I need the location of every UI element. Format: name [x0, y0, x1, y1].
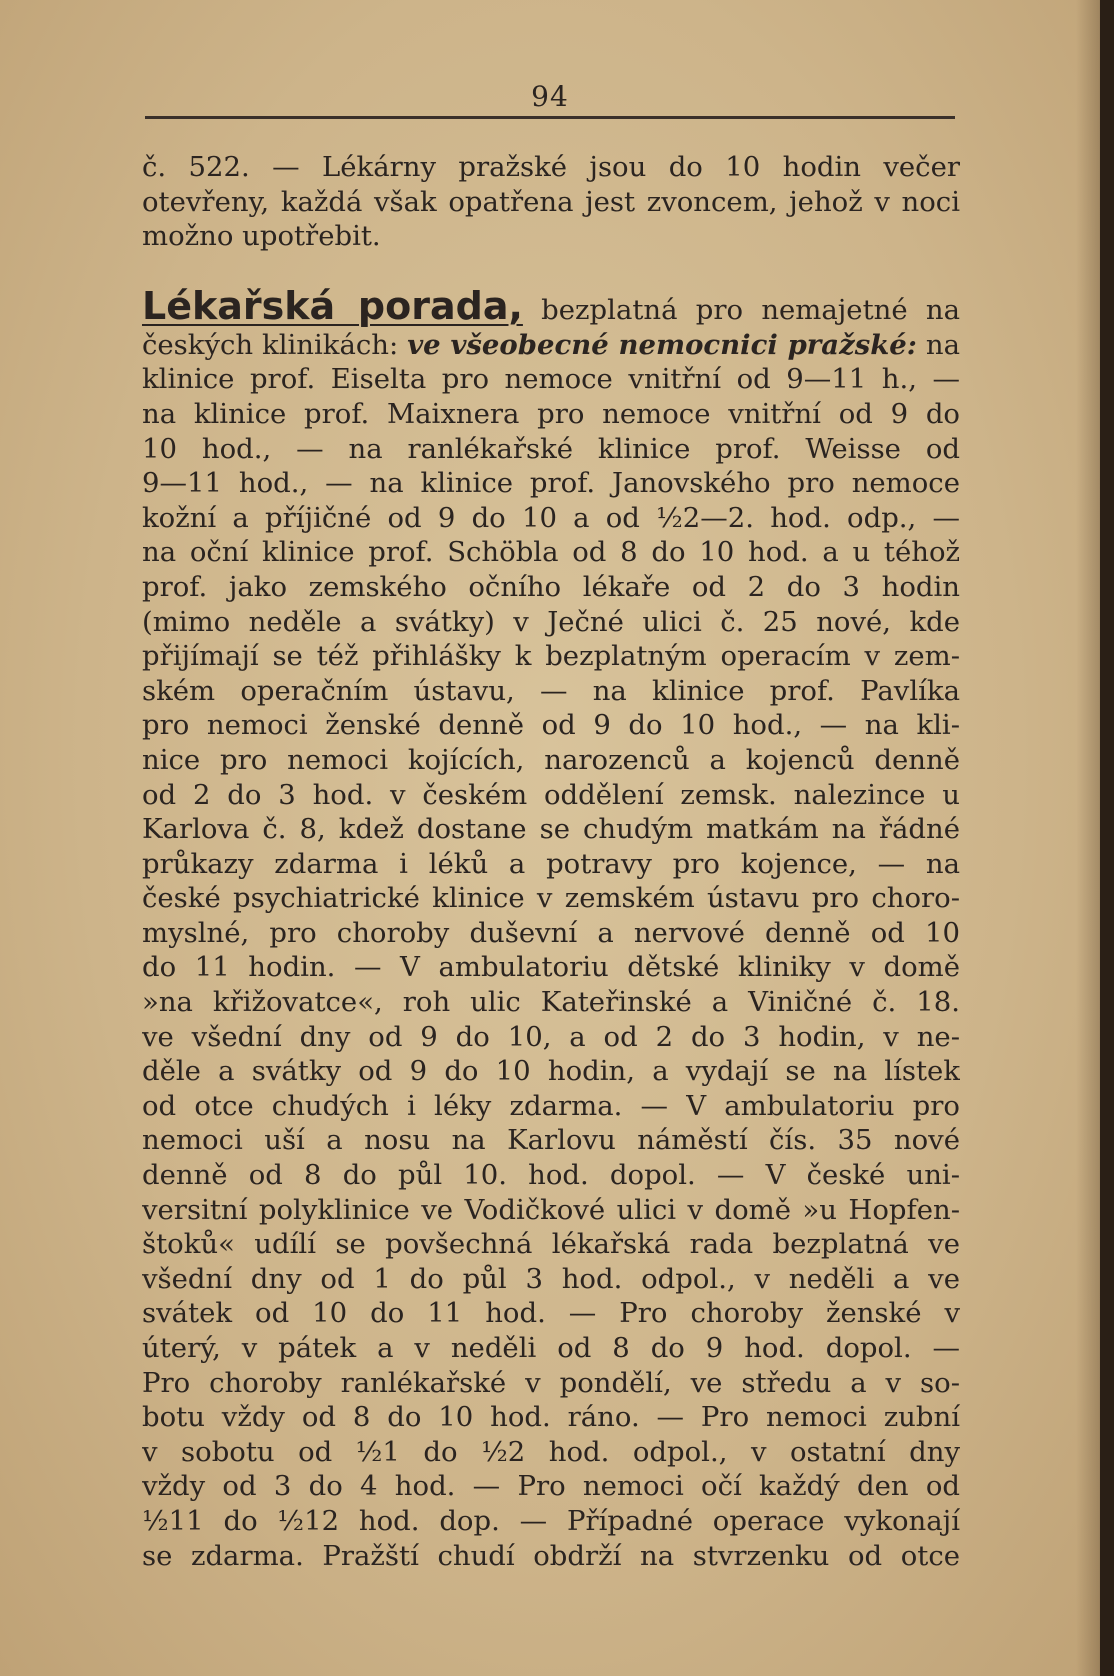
text-line: ském operačním ústavu, — na klinice prof. Pavlíka — [142, 674, 960, 707]
text-line: myslné, pro choroby duševní a nervové denně od 10 — [142, 916, 960, 949]
text-line: klinice prof. Eiselta pro nemoce vnitřní od 9—11 h., — — [142, 363, 960, 396]
text-line: od 2 do 3 hod. v českém oddělení zemsk. nalezince u — [142, 778, 960, 811]
paragraph-pharmacies — [142, 150, 960, 254]
text-line: Pro choroby ranlékařské v pondělí, ve středu a v so- — [142, 1366, 960, 1399]
text-line: otevřeny, každá však opatřena jest zvoncem, jehož v noci — [142, 185, 960, 218]
text-line: versitní polyklinice ve Vodičkové ulici v domě »u Hopfen- — [142, 1193, 960, 1226]
text-line: ve všední dny od 9 do 10, a od 2 do 3 hodin, v ne- — [142, 1020, 960, 1053]
text-line: kožní a příjičné od 9 do 10 a od ½2—2. hod. odp., — — [142, 501, 960, 534]
text-line: všední dny od 1 do půl 3 hod. odpol., v neděli a ve — [142, 1262, 960, 1295]
text-line: č. 522. — Lékárny pražské jsou do 10 hodin večer — [142, 151, 960, 183]
text-line: možno upotřebit. — [142, 220, 381, 253]
line-start: českých klinikách: — [142, 328, 399, 361]
text-line: vždy od 3 do 4 hod. — Pro nemoci očí každý den od — [142, 1470, 960, 1503]
text-line: úterý, v pátek a v neděli od 8 do 9 hod. dopol. — — [142, 1332, 960, 1364]
text-line: (mimo neděle a svátky) v Ječné ulici č. 25 nové, kde — [142, 605, 960, 638]
text-line: na klinice prof. Maixnera pro nemoce vnitřní od 9 do — [142, 397, 960, 430]
text-line: se zdarma. Pražští chudí obdrží na stvrzenku od otce — [142, 1539, 960, 1572]
text-line: 9—11 hod., — na klinice prof. Janovského pro nemoce — [142, 467, 960, 500]
text-line: do 11 hodin. — V ambulatoriu dětské kliniky v domě — [142, 951, 960, 984]
text-line: průkazy zdarma i léků a potravy pro kojence, — na — [142, 847, 960, 880]
text-line: děle a svátky od 9 do 10 hodin, a vydají se na lístek — [142, 1055, 960, 1088]
text-line — [142, 328, 960, 363]
text-line: ½11 do ½12 hod. dop. — Případné operace vykonají — [142, 1504, 960, 1537]
text-line: od otce chudých i léky zdarma. — V ambulatoriu pro — [142, 1089, 960, 1122]
text-line: Karlova č. 8, kdež dostane se chudým matkám na řádné — [142, 813, 960, 846]
text-line: pro nemoci ženské denně od 9 do 10 hod., — na kli- — [142, 709, 960, 742]
text-line: přijímají se též přihlášky k bezplatným operacím v zem- — [142, 640, 960, 673]
text-line: 10 hod., — na ranlékařské klinice prof. Weisse od — [142, 432, 960, 465]
text-line: štoků« udílí se povšechná lékařská rada bezplatná ve — [142, 1228, 960, 1261]
text-line: nemoci uší a nosu na Karlovu náměstí čís. 35 nové — [142, 1124, 960, 1157]
text-line: v sobotu od ½1 do ½2 hod. odpol., v ostatní dny — [142, 1435, 960, 1468]
text-line: »na křižovatce«, roh ulic Kateřinské a Viničné č. 18. — [142, 986, 960, 1019]
text-line: svátek od 10 do 11 hod. — Pro choroby ženské v — [142, 1297, 960, 1330]
page-number: 94 — [531, 80, 569, 113]
section-heading: Lékařská porada, — [142, 283, 523, 328]
text-line: české psychiatrické klinice v zemském ústavu pro choro- — [142, 882, 960, 915]
text-line: denně od 8 do půl 10. hod. dopol. — V české uni- — [142, 1159, 960, 1192]
paragraph-medical-advice — [142, 276, 960, 1573]
text-line: nice pro nemoci kojících, narozenců a kojenců denně — [142, 743, 960, 776]
header-rule — [145, 116, 955, 119]
italic-hospital-name: ve všeobecné nemocnici pražské: — [407, 328, 917, 361]
text-line: na oční klinice prof. Schöbla od 8 do 10 hod. a u téhož — [142, 536, 960, 569]
text-line: botu vždy od 8 do 10 hod. ráno. — Pro nemoci zubní — [142, 1401, 960, 1434]
text-line: prof. jako zemského očního lékaře od 2 do 3 hodin — [142, 570, 960, 603]
page-content — [142, 150, 960, 1573]
heading-rest: bezplatná pro nemajetné na — [541, 293, 960, 326]
book-edge — [1100, 0, 1114, 1676]
line-end: na — [925, 328, 960, 361]
heading-line — [142, 276, 960, 328]
